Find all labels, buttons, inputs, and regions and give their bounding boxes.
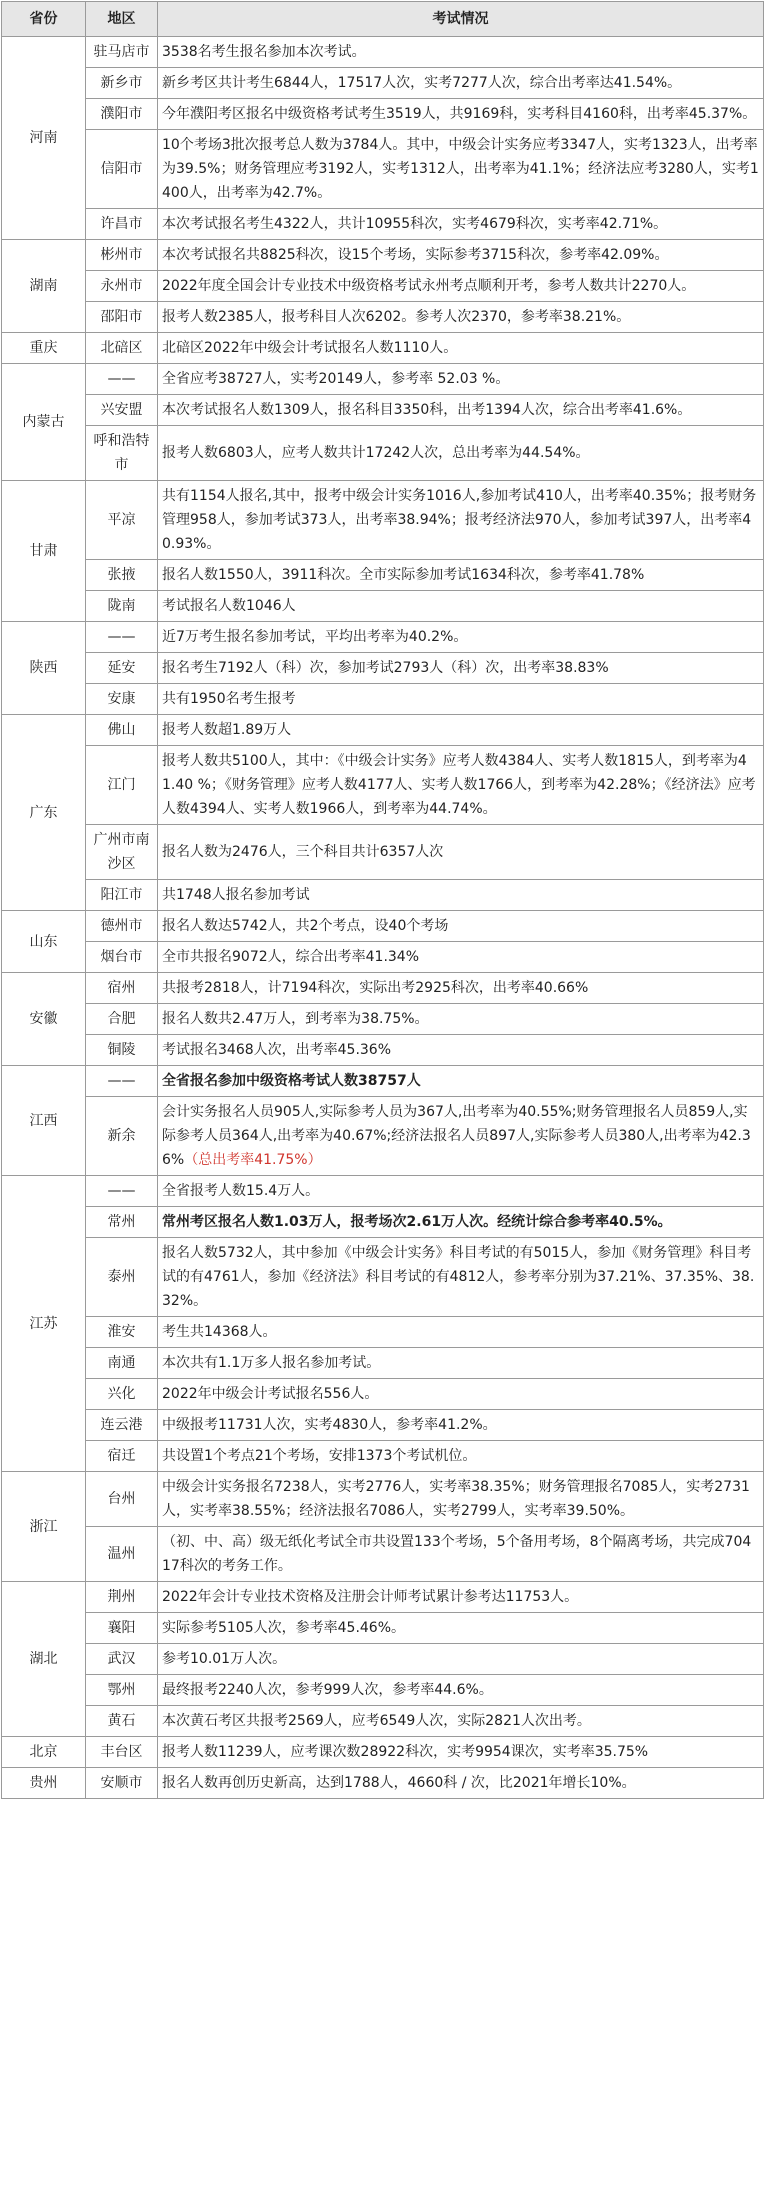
info-text: 会计实务报名人员905人,实际参考人员为367人,出考率为40.55%;财务管理报名人员859人,实际参考人员364人,出考率为40.67%;经济法报名人员897人,实际参考人员380人,出考率为42.36% (162, 1104, 751, 1168)
info-cell: 最终报考2240人次，参考999人次，参考率44.6%。 (158, 1675, 764, 1706)
area-cell: 荆州 (86, 1582, 158, 1613)
table-row (2, 1348, 764, 1379)
info-cell: 报名人数达5742人，共2个考点，设40个考场 (158, 911, 764, 942)
table-row (2, 1768, 764, 1799)
table-row (2, 942, 764, 973)
area-cell: 丰台区 (86, 1737, 158, 1768)
header-province: 省份 (2, 2, 86, 37)
table-row (2, 1207, 764, 1238)
province-cell: 重庆 (2, 333, 86, 364)
table-row (2, 653, 764, 684)
info-cell: 共报考2818人，计7194科次，实际出考2925科次，出考率40.66% (158, 973, 764, 1004)
table-row (2, 37, 764, 68)
table-row (2, 880, 764, 911)
header-info: 考试情况 (158, 2, 764, 37)
table-row (2, 1472, 764, 1527)
area-cell: 平凉 (86, 481, 158, 560)
info-cell (158, 1097, 764, 1176)
area-cell: 信阳市 (86, 130, 158, 209)
area-cell: 合肥 (86, 1004, 158, 1035)
info-cell: 本次考试报名考生4322人，共计10955科次，实考4679科次，实考率42.71%。 (158, 209, 764, 240)
info-cell: 考生共14368人。 (158, 1317, 764, 1348)
table-row (2, 1675, 764, 1706)
area-cell: 武汉 (86, 1644, 158, 1675)
table-row (2, 271, 764, 302)
province-cell: 山东 (2, 911, 86, 973)
table-row (2, 333, 764, 364)
province-cell: 贵州 (2, 1768, 86, 1799)
info-cell: 考试报名人数1046人 (158, 591, 764, 622)
area-cell: 阳江市 (86, 880, 158, 911)
area-cell: 连云港 (86, 1410, 158, 1441)
table-row (2, 240, 764, 271)
area-cell: 北碚区 (86, 333, 158, 364)
area-cell: 延安 (86, 653, 158, 684)
info-cell: 全市共报名9072人，综合出考率41.34% (158, 942, 764, 973)
area-cell: 台州 (86, 1472, 158, 1527)
area-cell: 濮阳市 (86, 99, 158, 130)
table-row (2, 209, 764, 240)
province-cell: 江西 (2, 1066, 86, 1176)
area-cell: 新余 (86, 1097, 158, 1176)
area-cell: 兴化 (86, 1379, 158, 1410)
province-cell: 甘肃 (2, 481, 86, 622)
table-row (2, 481, 764, 560)
area-cell: 张掖 (86, 560, 158, 591)
table-row (2, 1176, 764, 1207)
table-row (2, 560, 764, 591)
info-cell: 共设置1个考点21个考场，安排1373个考试机位。 (158, 1441, 764, 1472)
area-cell: 新乡市 (86, 68, 158, 99)
info-cell: 3538名考生报名参加本次考试。 (158, 37, 764, 68)
area-cell: —— (86, 1066, 158, 1097)
table-row (2, 1613, 764, 1644)
info-cell: 报名人数为2476人，三个科目共计6357人次 (158, 825, 764, 880)
info-cell: 北碚区2022年中级会计考试报名人数1110人。 (158, 333, 764, 364)
table-row (2, 364, 764, 395)
info-cell: 共有1154人报名,其中，报考中级会计实务1016人,参加考试410人，出考率40.35%；报考财务管理958人，参加考试373人，出考率38.94%；报考经济法970人，参加考试397人，出考率40.93%。 (158, 481, 764, 560)
info-cell: 报考人数6803人，应考人数共计17242人次，总出考率为44.54%。 (158, 426, 764, 481)
table-row (2, 1737, 764, 1768)
province-cell: 北京 (2, 1737, 86, 1768)
province-cell: 湖北 (2, 1582, 86, 1737)
table-row (2, 684, 764, 715)
info-cell: 报考人数11239人，应考课次数28922科次，实考9954课次，实考率35.75% (158, 1737, 764, 1768)
table-row (2, 1097, 764, 1176)
table-row (2, 302, 764, 333)
info-cell: （初、中、高）级无纸化考试全市共设置133个考场，5个备用考场，8个隔离考场，共完成70417科次的考务工作。 (158, 1527, 764, 1582)
area-cell: 宿迁 (86, 1441, 158, 1472)
province-cell: 江苏 (2, 1176, 86, 1472)
info-cell: 报名考生7192人（科）次，参加考试2793人（科）次，出考率38.83% (158, 653, 764, 684)
area-cell: 陇南 (86, 591, 158, 622)
area-cell: 铜陵 (86, 1035, 158, 1066)
info-cell: 报名人数再创历史新高，达到1788人，4660科 / 次，比2021年增长10%。 (158, 1768, 764, 1799)
table-row (2, 1035, 764, 1066)
area-cell: 襄阳 (86, 1613, 158, 1644)
info-cell: 报名人数5732人，其中参加《中级会计实务》科目考试的有5015人，参加《财务管理》科目考试的有4761人，参加《经济法》科目考试的有4812人，参考率分别为37.21%、37.35%、38.32%。 (158, 1238, 764, 1317)
info-cell: 考试报名3468人次，出考率45.36% (158, 1035, 764, 1066)
info-cell: 共有1950名考生报考 (158, 684, 764, 715)
table-row (2, 1706, 764, 1737)
table-row (2, 746, 764, 825)
info-cell: 报考人数超1.89万人 (158, 715, 764, 746)
table-row (2, 973, 764, 1004)
exam-stats-table (1, 1, 764, 1799)
table-row (2, 1644, 764, 1675)
table-row (2, 622, 764, 653)
area-cell: 彬州市 (86, 240, 158, 271)
table-row (2, 911, 764, 942)
table-row (2, 395, 764, 426)
province-cell: 安徽 (2, 973, 86, 1066)
table-row (2, 1527, 764, 1582)
province-cell: 浙江 (2, 1472, 86, 1582)
area-cell: 兴安盟 (86, 395, 158, 426)
area-cell: 安顺市 (86, 1768, 158, 1799)
info-cell: 今年濮阳考区报名中级资格考试考生3519人，共9169科，实考科目4160科，出考率45.37%。 (158, 99, 764, 130)
table-row (2, 1582, 764, 1613)
area-cell: —— (86, 622, 158, 653)
area-cell: 佛山 (86, 715, 158, 746)
header-row (2, 2, 764, 37)
info-cell: 报名人数1550人，3911科次。全市实际参加考试1634科次，参考率41.78% (158, 560, 764, 591)
area-cell: 许昌市 (86, 209, 158, 240)
table-row (2, 1379, 764, 1410)
info-cell: 本次共有1.1万多人报名参加考试。 (158, 1348, 764, 1379)
area-cell: 安康 (86, 684, 158, 715)
info-cell: 中级报考11731人次，实考4830人，参考率41.2%。 (158, 1410, 764, 1441)
table-row (2, 130, 764, 209)
area-cell: 淮安 (86, 1317, 158, 1348)
area-cell: 广州市南沙区 (86, 825, 158, 880)
header-area: 地区 (86, 2, 158, 37)
area-cell: 永州市 (86, 271, 158, 302)
province-cell: 河南 (2, 37, 86, 240)
info-cell: 本次黄石考区共报考2569人，应考6549人次，实际2821人次出考。 (158, 1706, 764, 1737)
table-row (2, 825, 764, 880)
table-row (2, 1004, 764, 1035)
info-cell: 近7万考生报名参加考试，平均出考率为40.2%。 (158, 622, 764, 653)
province-cell: 陕西 (2, 622, 86, 715)
area-cell: —— (86, 1176, 158, 1207)
table-row (2, 1066, 764, 1097)
info-cell: 全省报名参加中级资格考试人数38757人 (158, 1066, 764, 1097)
info-cell: 2022年会计专业技术资格及注册会计师考试累计参考达11753人。 (158, 1582, 764, 1613)
area-cell: 德州市 (86, 911, 158, 942)
table-row (2, 1410, 764, 1441)
area-cell: 南通 (86, 1348, 158, 1379)
area-cell: 鄂州 (86, 1675, 158, 1706)
table-row (2, 1238, 764, 1317)
table-row (2, 68, 764, 99)
info-cell: 报考人数共5100人，其中：《中级会计实务》应考人数4384人、实考人数1815人，到考率为41.40 %；《财务管理》应考人数4177人、实考人数1766人，到考率为42.28%；《经济法》应考人数4394人、实考人数1966人，到考率为44.74%。 (158, 746, 764, 825)
info-cell: 2022年中级会计考试报名556人。 (158, 1379, 764, 1410)
table-row (2, 1441, 764, 1472)
info-cell: 共1748人报名参加考试 (158, 880, 764, 911)
info-cell: 本次考试报名人数1309人，报名科目3350科，出考1394人次，综合出考率41.6%。 (158, 395, 764, 426)
info-cell: 10个考场3批次报考总人数为3784人。其中，中级会计实务应考3347人，实考1323人，出考率为39.5%；财务管理应考3192人，实考1312人，出考率为41.1%；经济法应考3280人，实考1400人，出考率为42.7%。 (158, 130, 764, 209)
info-cell: 全省应考38727人，实考20149人，参考率 52.03 %。 (158, 364, 764, 395)
province-cell: 内蒙古 (2, 364, 86, 481)
info-cell: 新乡考区共计考生6844人，17517人次，实考7277人次，综合出考率达41.54%。 (158, 68, 764, 99)
area-cell: 驻马店市 (86, 37, 158, 68)
area-cell: 常州 (86, 1207, 158, 1238)
area-cell: 烟台市 (86, 942, 158, 973)
province-cell: 湖南 (2, 240, 86, 333)
table-row (2, 1317, 764, 1348)
province-cell: 广东 (2, 715, 86, 911)
area-cell: 呼和浩特市 (86, 426, 158, 481)
info-cell: 报名人数共2.47万人，到考率为38.75%。 (158, 1004, 764, 1035)
total-rate-note: （总出考率41.75%） (184, 1152, 322, 1168)
table-row (2, 99, 764, 130)
info-cell: 中级会计实务报名7238人，实考2776人，实考率38.35%；财务管理报名7085人，实考2731人，实考率38.55%；经济法报名7086人，实考2799人，实考率39.50%。 (158, 1472, 764, 1527)
info-cell: 常州考区报名人数1.03万人，报考场次2.61万人次。经统计综合参考率40.5%。 (158, 1207, 764, 1238)
info-cell: 2022年度全国会计专业技术中级资格考试永州考点顺利开考，参考人数共计2270人。 (158, 271, 764, 302)
area-cell: 宿州 (86, 973, 158, 1004)
info-cell: 本次考试报名共8825科次，设15个考场，实际参考3715科次，参考率42.09%。 (158, 240, 764, 271)
area-cell: —— (86, 364, 158, 395)
info-cell: 参考10.01万人次。 (158, 1644, 764, 1675)
info-cell: 报考人数2385人，报考科目人次6202。参考人次2370，参考率38.21%。 (158, 302, 764, 333)
area-cell: 温州 (86, 1527, 158, 1582)
table-row (2, 426, 764, 481)
area-cell: 江门 (86, 746, 158, 825)
table-row (2, 715, 764, 746)
table-row (2, 591, 764, 622)
area-cell: 泰州 (86, 1238, 158, 1317)
area-cell: 黄石 (86, 1706, 158, 1737)
table-body (2, 37, 764, 1799)
info-cell: 实际参考5105人次，参考率45.46%。 (158, 1613, 764, 1644)
info-cell: 全省报考人数15.4万人。 (158, 1176, 764, 1207)
area-cell: 邵阳市 (86, 302, 158, 333)
